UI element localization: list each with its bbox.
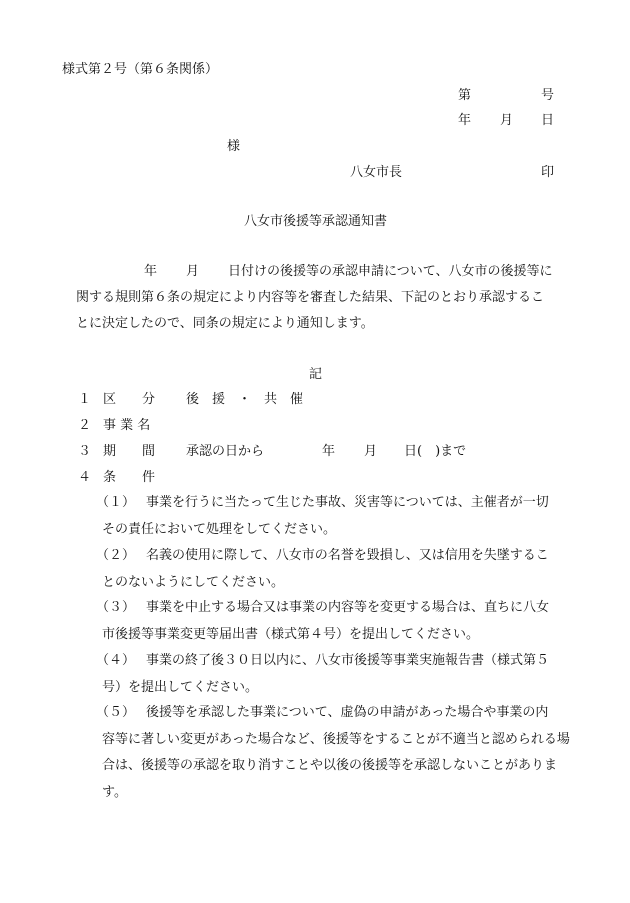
item-3-year: 年 [322,444,336,459]
item-1-value: 後 援 ・ 共 催 [186,392,304,407]
condition-4-first-line: 事業の終了後３０日以内に、八女市後援等事業実施報告書（様式第５ [146,653,550,668]
item-4-label: 条 件 [103,470,156,485]
seal-mark: 印 [541,165,555,180]
item-2-number: ２ [78,418,92,433]
document-title: 八女市後援等承認通知書 [244,214,388,229]
date-year: 年 [458,113,472,128]
body-line-1: 日付けの後援等の承認申請について、八女市の後援等に [228,264,553,279]
condition-2 [96,543,574,596]
condition-1 [96,490,574,543]
form-label: 様式第２号（第６条関係） [62,62,219,77]
item-1-label: 区 分 [103,392,156,407]
condition-5-rest: 容等に著しい変更があった場合など、後援等をすることが不適当と認められる場合は、後援等の承認を取り消すことや以後の後援等を承認しないことがあります。 [102,731,570,800]
number-prefix: 第 [458,88,472,103]
condition-3-rest: 市後援等事業変更等届出書（様式第４号）を提出してください。 [102,626,480,642]
date-month: 月 [500,113,514,128]
item-3-from: 承認の日から [186,444,265,459]
condition-5 [96,700,574,806]
item-3-month: 月 [364,444,378,459]
body-line-3: とに決定したので、同条の規定により通知します。 [76,316,374,331]
condition-5-number: （５） [96,705,136,720]
condition-3 [96,595,574,648]
condition-1-rest: その責任において処理をしてください。 [102,521,337,537]
condition-3-number: （３） [96,600,136,615]
condition-5-first-line: 後援等を承認した事業について、虚偽の申請があった場合や事業の内 [146,705,549,720]
condition-2-number: （２） [96,548,136,563]
date-day: 日 [541,113,555,128]
item-1-number: １ [78,392,92,407]
issuer-name: 八女市長 [350,165,403,180]
condition-4 [96,648,574,701]
condition-2-rest: とのないようにしてください。 [102,574,285,590]
condition-4-rest: 号）を提出してください。 [102,679,259,695]
condition-1-first-line: 事業を行うに当たって生じた事故、災害等については、主催者が一切 [146,495,549,510]
item-4-number: ４ [78,470,92,485]
body-line-2: 関する規則第６条の規定により内容等を審査した結果、下記のとおり承認するこ [76,290,545,305]
body-date-year: 年 [144,264,158,279]
condition-1-number: （１） [96,495,136,510]
item-3-label: 期 間 [103,444,156,459]
number-suffix: 号 [541,88,555,103]
item-2-label: 事 業 名 [103,418,151,433]
condition-4-number: （４） [96,653,136,668]
condition-2-first-line: 名義の使用に際して、八女市の名誉を毀損し、又は信用を失墜するこ [146,548,549,563]
item-3-day: 日( )まで [404,444,467,459]
addressee-suffix: 様 [227,139,241,154]
item-3-number: ３ [78,444,92,459]
body-date-month: 月 [186,264,200,279]
condition-3-first-line: 事業を中止する場合又は事業の内容等を変更する場合は、直ちに八女 [146,600,550,615]
ki-heading: 記 [309,367,323,382]
